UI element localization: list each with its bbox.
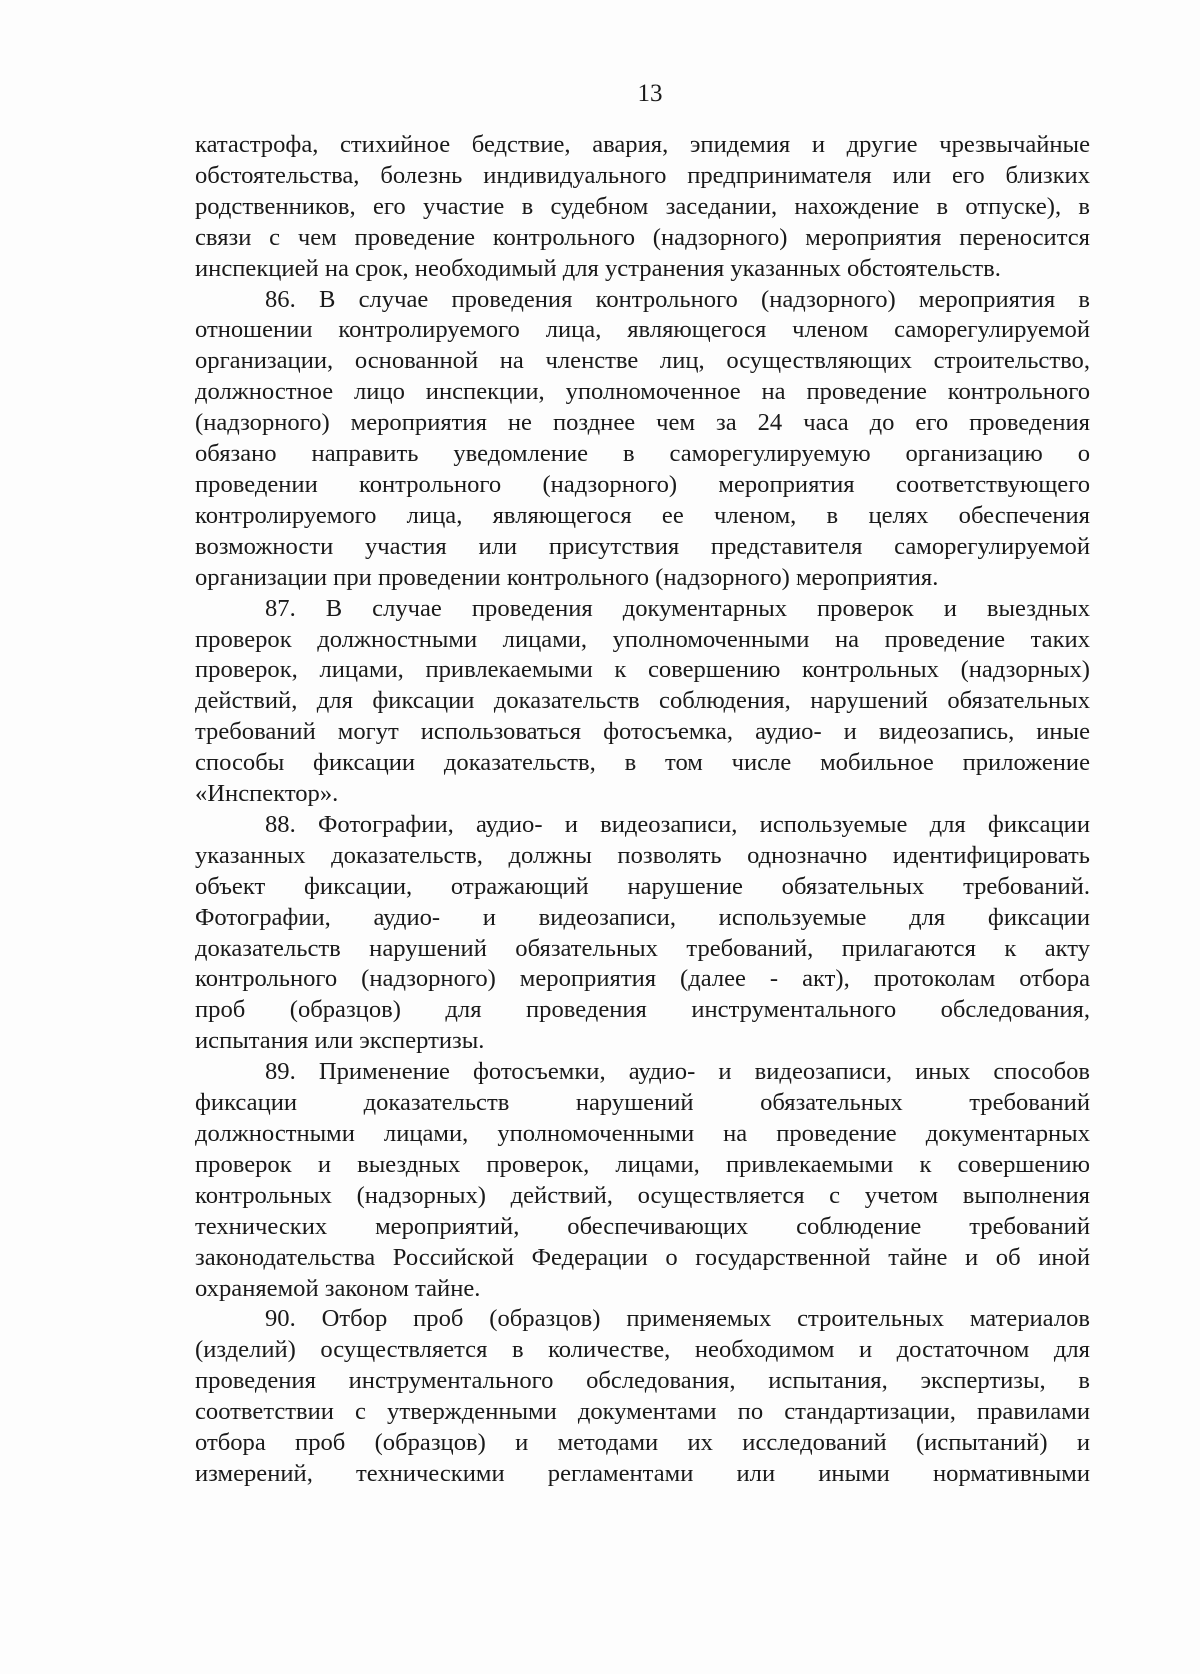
paragraph-86 bbox=[195, 285, 1090, 594]
text-line: должностными лицами, уполномоченными на проведение документарных bbox=[195, 1120, 1090, 1147]
text-line: обязано направить уведомление в саморегулируемую организацию о bbox=[195, 440, 1090, 468]
text-line: способы фиксации доказательств, в том числе мобильное приложение bbox=[195, 749, 1090, 777]
text-line: фиксации доказательств нарушений обязательных требований bbox=[195, 1089, 1090, 1117]
text-line: доказательств нарушений обязательных требований, прилагаются к акту bbox=[195, 934, 1090, 962]
text-line: объект фиксации, отражающий нарушение обязательных требований. bbox=[195, 872, 1090, 900]
text-line: (надзорного) мероприятия не позднее чем за 24 часа до его проведения bbox=[195, 409, 1090, 437]
text-line: требований могут использоваться фотосъемка, аудио- и видеозапись, иные bbox=[195, 718, 1090, 746]
text-line: 86. В случае проведения контрольного (надзорного) мероприятия в bbox=[265, 285, 1090, 313]
paragraph-88 bbox=[195, 810, 1090, 1057]
text-line: указанных доказательств, должны позволять однозначно идентифицировать bbox=[195, 841, 1090, 869]
paragraph-87 bbox=[195, 594, 1090, 810]
text-line: «Инспектор». bbox=[195, 780, 339, 808]
text-line: проведения инструментального обследования, испытания, экспертизы, в bbox=[195, 1367, 1090, 1395]
text-line: проб (образцов) для проведения инструментального обследования, bbox=[195, 996, 1090, 1024]
text-line: проверок, лицами, привлекаемыми к совершению контрольных (надзорных) bbox=[195, 656, 1090, 684]
text-line: проведении контрольного (надзорного) мероприятия соответствующего bbox=[195, 470, 1090, 498]
text-line: контрольных (надзорных) действий, осуществляется с учетом выполнения bbox=[195, 1181, 1090, 1209]
document-body bbox=[195, 130, 1090, 1490]
text-line: законодательства Российской Федерации о государственной тайне и об иной bbox=[195, 1243, 1090, 1271]
text-line: 90. Отбор проб (образцов) применяемых строительных материалов bbox=[265, 1305, 1090, 1333]
paragraph-85-continuation bbox=[195, 130, 1090, 285]
paragraph-89 bbox=[195, 1057, 1090, 1304]
text-line: (изделий) осуществляется в количестве, необходимом и достаточном для bbox=[195, 1336, 1090, 1364]
page-number: 13 bbox=[637, 80, 663, 107]
text-line: контролируемого лица, являющегося ее членом, в целях обеспечения bbox=[195, 501, 1090, 529]
text-line: контрольного (надзорного) мероприятия (далее - акт), протоколам отбора bbox=[195, 965, 1090, 993]
text-line: испытания или экспертизы. bbox=[195, 1027, 485, 1055]
text-line: должностное лицо инспекции, уполномоченное на проведение контрольного bbox=[195, 378, 1090, 406]
text-line: связи с чем проведение контрольного (надзорного) мероприятия переносится bbox=[195, 223, 1090, 251]
text-line: технических мероприятий, обеспечивающих соблюдение требований bbox=[195, 1212, 1090, 1240]
text-line: соответствии с утвержденными документами по стандартизации, правилами bbox=[195, 1398, 1090, 1426]
text-line: организации, основанной на членстве лиц, осуществляющих строительство, bbox=[195, 347, 1090, 375]
text-line: отбора проб (образцов) и методами их исследований (испытаний) и bbox=[195, 1429, 1090, 1457]
text-line: отношении контролируемого лица, являющегося членом саморегулируемой bbox=[195, 316, 1090, 344]
paragraph-90 bbox=[195, 1304, 1090, 1489]
text-line: организации при проведении контрольного (надзорного) мероприятия. bbox=[195, 563, 939, 591]
text-line: родственников, его участие в судебном заседании, нахождение в отпуске), в bbox=[195, 192, 1090, 220]
text-line: инспекцией на срок, необходимый для устранения указанных обстоятельств. bbox=[195, 254, 1001, 282]
text-line: проверок должностными лицами, уполномоченными на проведение таких bbox=[195, 625, 1090, 653]
text-line: охраняемой законом тайне. bbox=[195, 1274, 481, 1302]
text-line: проверок и выездных проверок, лицами, привлекаемыми к совершению bbox=[195, 1150, 1090, 1178]
text-line: 87. В случае проведения документарных проверок и выездных bbox=[265, 594, 1090, 622]
text-line: действий, для фиксации доказательств соблюдения, нарушений обязательных bbox=[195, 687, 1090, 715]
text-line: 89. Применение фотосъемки, аудио- и видеозаписи, иных способов bbox=[265, 1058, 1090, 1086]
text-line: 88. Фотографии, аудио- и видеозаписи, используемые для фиксации bbox=[265, 810, 1090, 838]
text-line: Фотографии, аудио- и видеозаписи, используемые для фиксации bbox=[195, 903, 1090, 931]
text-line: измерений, техническими регламентами или иными нормативными bbox=[195, 1459, 1090, 1487]
text-line: обстоятельства, болезнь индивидуального предпринимателя или его близких bbox=[195, 161, 1090, 189]
text-line: возможности участия или присутствия представителя саморегулируемой bbox=[195, 532, 1090, 560]
text-line: катастрофа, стихийное бедствие, авария, эпидемия и другие чрезвычайные bbox=[195, 131, 1090, 158]
